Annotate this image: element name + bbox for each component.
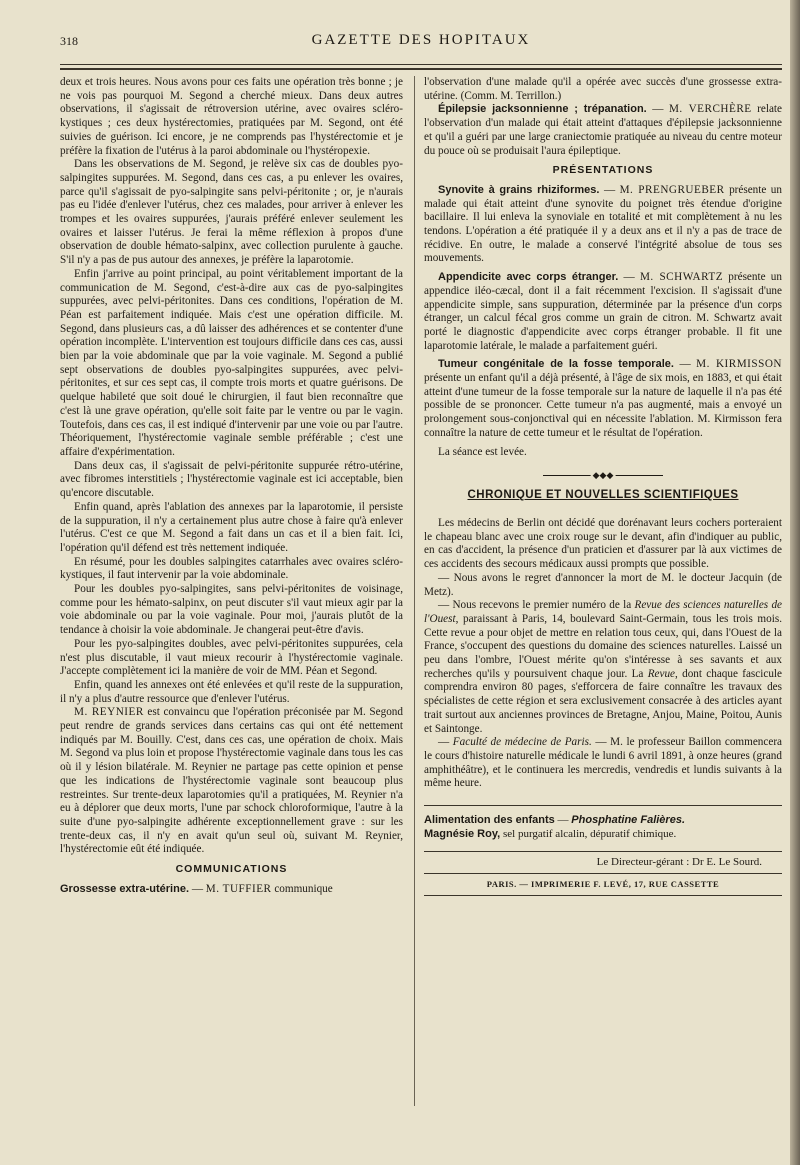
advert-text: sel purgatif alcalin, dépuratif chimique. [500,827,677,840]
paragraph-text: présente un enfant qu'il a déjà présenté, à l'âge de six mois, en 1883, et qui était atteint d'une tumeur de la fosse temporale sur la nature de laquelle il n'a pas été possible de se prononcer. Cette tumeur n'a pas augmenté, mais a envoyé un prolongement sous-conjonctival qui en nécessite l'ablation. M. Kirmisson fera connaître la nature de cette tumeur et le résultat de l'opération. [424,372,782,439]
paragraph-text: , dont chaque fascicule comprendra environ 80 pages, s'efforcera de faire connaître les travaux des spécialistes de cette région et sera exclusivement consacrée à des articles ayant trait surtout aux anciennes provinces de Bretagne, Anjou, Maine, Poitou, Aunis et Saintonge. [424,667,782,735]
paragraph: Dans deux cas, il s'agissait de pelvi-péritonite suppurée rétro-utérine, avec fibromes interstitiels ; l'hystérectomie vaginale est ici acceptable, bien qu'encore discutable. [60,459,403,500]
paragraph: Pour les pyo-salpingites doubles, avec pelvi-péritonites suppurées, cela n'est plus discutable, il vaut mieux recourir à l'hystérectomie vaginale. J'accepte complètement ici la manière de voir de MM. Péan et Segond. [60,637,403,678]
article-title: Synovite à grains rhiziformes. [438,183,600,196]
paragraph [60,883,403,897]
advert-brand: Phosphatine Falières. [571,814,685,827]
column-separator [414,76,415,1106]
paragraph-text: communique [271,882,333,895]
paragraph: En résumé, pour les doubles salpingites catarrhales avec ovaires scléro-kystiques, il faut intervenir par la voie abdominale. [60,555,403,582]
printer-credit: PARIS. — IMPRIMERIE F. LEVÉ, 17, RUE CASSETTE [486,879,720,890]
advertisements [424,814,782,841]
paragraph: deux et trois heures. Nous avons pour ces faits une opération très bonne ; je ne vois pas pourquoi M. Segond a cherché mieux. Dans deux autres observations, il s'agissait de rétroversion utérine, avec ovaires scléro-kystiques ; ces deux hystérectomies, pratiquées par M. Segond, ont été suivies de guérison. Ici encore, je ne comprends pas l'hystérectomie et je préfère la fixation de l'utérus à la paroi abdominale ou l'hystéropexie. [60,76,403,157]
advert-product: Magnésie Roy, [424,827,501,840]
paragraph: Les médecins de Berlin ont décidé que dorénavant leurs cochers porteraient le chapeau blanc avec une croix rouge sur le devant, afin d'indiquer au public, en cas d'accident, la présence d'un praticien et d'assurer par là aux victimes de ces accidents des secours médicaux aussi prompts que possible. [424,516,782,571]
journal-name: Revue [647,667,676,680]
paragraph [424,599,782,736]
speaker-name: M. SCHWARTZ [639,271,724,284]
paragraph [424,736,782,791]
paragraph-text: , paraissant à Paris, 14, boulevard Saint-Germain, tous les trois mois. Cette revue a pour objet de mettre en relation tous ceux, qui, dans l'Ouest de la France, s'occupent des questions du domaine des sciences naturelles. Laissé un peu dans l'ombre, l'Ouest mérite qu'on s'intéresse à ses savants et aux recherches qu'ils y poursuivent chaque jour. La [424,612,782,680]
paragraph-text: est convaincu que l'opération préconisée par M. Segond peut rendre de grands services dans certains cas qui ont été nettement indiqués par M. Bouilly. C'est, dans ces cas, une opération de choix. Mais M. Segond va plus loin et propose l'hystérectomie vaginale dans tous les cas où il y lésion bilatérale. M. Reynier ne partage pas cette opinion et pense que les indications de l'hystérectomie vaginale sont beaucoup plus restreintes. Sur trente-deux laparotomies qu'il a pratiquées, M. Reynier n'a eu à déplorer que deux morts, l'une par schock chloroformique, l'autre à la suite d'une pyo-salpingite adhérente exceptionnellement grave : sur les trente-deux cas, il n'y en avait qu'un seul où, suivant M. Reynier, l'hystérectomie eût été indiquée. [60,706,403,856]
advert-line [424,814,782,828]
article-title: Grossesse extra-utérine. [60,882,190,895]
director-credit: Le Directeur-gérant : Dr E. Le Sourd. [596,856,762,869]
paragraph-text: — Nous recevons le premier numéro de la [438,599,635,612]
paragraph: Enfin quand, après l'ablation des annexes par la laparotomie, il persiste de la suppuration, il n'y a certainement plus autre chose à faire qu'à enlever l'utérus. C'est ce que M. Segond a fait dans un cas et il a bien fait. Ici, l'opération qu'il défend est très nettement indiquée. [60,500,403,554]
paragraph: Épilepsie jacksonnienne ; trépanation. — M. VERCHÈRE relate l'observation d'un malade qui était atteint d'attaques d'épilepsie jacksonnienne et qu'il a guéri par une large craniectomie pratiquée au niveau du centre moteur du pouce où se produisait l'aura épileptique. [424,103,783,157]
paragraph: — Nous avons le regret d'annoncer la mort de M. le docteur Jacquin (de Metz). [424,571,782,598]
paragraph: Enfin j'arrive au point principal, au point véritablement important de la communication de M. Segond, c'est-à-dire aux cas de pyo-salpingites suppurées, avec pelvi-péritonites. Dans ces conditions, l'opération de M. Péan est parfaitement indiquée. Mais c'est une opération difficile. M. Segond, dans plusieurs cas, a dû laisser des adhérences et se contenter d'une opération incomplète. L'intervention est toujours difficile dans ces cas, aussi bien par la voie abdominale que par la voie vaginale. M. Segond a publié sept observations de doubles pyo-salpingites suppurées, avec pelvi-péritonites, et sur ces sept cas, il compte trois morts et quatre guérisons. De quelque habileté que soit doué le chirurgien, il faut bien reconnaître que c'est là une grave opération, qu'elle soit faite par le ventre ou par le vagin. Toutefois, dans ces cas, il est indiqué d'intervenir par une voie ou par l'autre. Théoriquement, l'hystérectomie vaginale semble préférable ; c'est une affaire d'expérimentation. [60,267,403,458]
paragraph-text: relate l'observation d'un malade qui était atteint d'attaques d'épilepsie jacksonnienne et qu'il a guéri par une large craniectomie pratiquée au niveau du centre moteur du pouce où se produisait l'aura épileptique. [424,103,783,157]
section-heading-communications: COMMUNICATIONS [175,863,288,876]
speaker-name: M. KIRMISSON [696,358,782,371]
footer-rule-thin [424,873,782,874]
paragraph-text: — M. le professeur Baillon commencera le cours d'histoire naturelle médicale le lundi 6 avril 1891, à onze heures (grand amphithéâtre), et le continuera les mercredis, vendredis et lundis suivants à la même heure. [424,736,783,790]
footer-rule-bottom [424,895,782,896]
dash: — [554,814,572,827]
article-title: Appendicite avec corps étranger. [438,271,619,284]
article-title: Épilepsie jacksonnienne ; trépanation. [438,103,647,116]
section-heading-chronique: CHRONIQUE ET NOUVELLES SCIENTIFIQUES [467,489,739,502]
article-title: Tumeur congénitale de la fosse temporale. [438,358,674,371]
section-heading-presentations: PRÉSENTATIONS [552,164,654,177]
right-column [424,76,782,896]
journal-name: Revue des sciences naturelles de l'Ouest [424,599,783,625]
page-header [60,28,782,62]
paragraph [60,706,403,857]
dash: — [189,882,206,895]
speaker-name: M. TUFFIER [205,882,272,895]
speaker-name: M. REYNIER [74,706,144,719]
ornament-glyph: ◆◆◆ [591,469,616,483]
advert-product: Alimentation des enfants [424,814,555,827]
header-rule [60,64,782,65]
institution-name: Faculté de médecine de Paris. [452,736,592,749]
paragraph: Enfin, quand les annexes ont été enlevées et qu'il reste de la suppuration, il n'y a plus d'autre ressource que d'enlever l'utérus. [60,678,403,705]
journal-title: GAZETTE DES HOPITAUX [311,32,531,48]
advert-rule [424,805,782,806]
paragraph-text: présente un appendice iléo-cæcal, dont il a fait récemment l'excision. Il s'agissait d'une appendicite simple, sans suppuration, déterminée par la présence d'un corps étranger, un calcul fécal gros comme un grain de citron. M. Schwartz avait porté le diagnostic d'appendicite avec corps étranger probable. Il fit une laparotomie latérale, le malade a parfaitement guéri. [424,271,782,352]
paragraph: Appendicite avec corps étranger. — M. SCHWARTZ présente un appendice iléo-cæcal, dont il a fait récemment l'excision. Il s'agissait d'une appendicite simple, sans suppuration, déterminée par la présence d'un corps étranger, un calcul fécal gros comme un grain de citron. M. Schwartz avait porté le diagnostic d'appendicite avec corps étranger probable. Il fit une laparotomie latérale, le malade a parfaitement guéri. [424,271,782,352]
speaker-name: M. PRENGRUEBER [619,183,725,196]
paragraph: Synovite à grains rhiziformes. — M. PRENGRUEBER présente un malade qui était atteint d'une synovite du poignet très étendue d'origine bacillaire. Il lui enleva la synoviale en totalité et mit complètement à nu les tendons. L'opération a été pratiquée il y a deux ans et il n'y a pas de trace de récidive. En outre, le malade a conservé l'intégrité absolue de tous ses mouvements. [424,183,782,265]
paragraph: Pour les doubles pyo-salpingites, sans pelvi-péritonites de voisinage, comme pour les hémato-salpinx, on peut discuter s'il vaut mieux agir par la voie abdominale ou par la voie vaginale. Pour moi, j'aurais plutôt de la tendance à choisir la voie abdominale. Je changerai peut-être d'avis. [60,583,403,637]
paragraph: La séance est levée. [438,445,527,458]
paragraph: Dans les observations de M. Segond, je relève six cas de doubles pyo-salpingites suppurées. M. Segond, dans ces cas, a pu enlever les ovaires, parce qu'il s'agissait de pyo-salpingite sans pelvi-péritonite ; or, je n'aurais pas eu l'idée d'enlever l'utérus, chez ces malades, pour arriver à enlever les trompes et les ovaires suppurées, j'aurais préféré enlever seulement les ovaires et laisser l'utérus. Je ferai la même réflexion à propos d'une observation de double hémato-salpinx, avec collection purulente à gauche. S'il n'y a pas de pus autour des annexes, je préfère la laparotomie. [60,158,403,267]
paragraph: Tumeur congénitale de la fosse temporale. — M. KIRMISSON présente un enfant qu'il a déjà présenté, à l'âge de six mois, en 1883, et qui était atteint d'une tumeur de la fosse temporale sur la nature de laquelle il n'a pas été possible de se prononcer. Cette tumeur n'a pas augmenté, mais a envoyé un prolongement sous-conjonctival qui en nécessite l'ablation. M. Kirmisson fera connaître la nature de cette tumeur et le résultat de l'opération. [424,358,782,439]
header-rule-thick [60,68,782,70]
paragraph-text: présente un malade qui était atteint d'une synovite du poignet très étendue d'origine bacillaire. Il lui enleva la synoviale en totalité et mit complètement à nu les tendons. L'opération a été pratiquée il y a deux ans et il n'y a pas de trace de récidive. En outre, le malade a conservé l'intégrité absolue de tous ses mouvements. [424,183,782,265]
paragraph: l'observation d'une malade qu'il a opérée avec succès d'une grossesse extra-utérine. (Comm. M. Terrillon.) [424,76,782,102]
paragraph-text: — [438,736,453,749]
advert-line [424,828,782,842]
ornament-divider [543,470,663,481]
speaker-name: M. VERCHÈRE [668,103,752,116]
footer-rule [424,851,782,852]
left-column [60,76,403,896]
page-edge-shadow [790,0,800,1165]
page-number: 318 [60,34,78,48]
